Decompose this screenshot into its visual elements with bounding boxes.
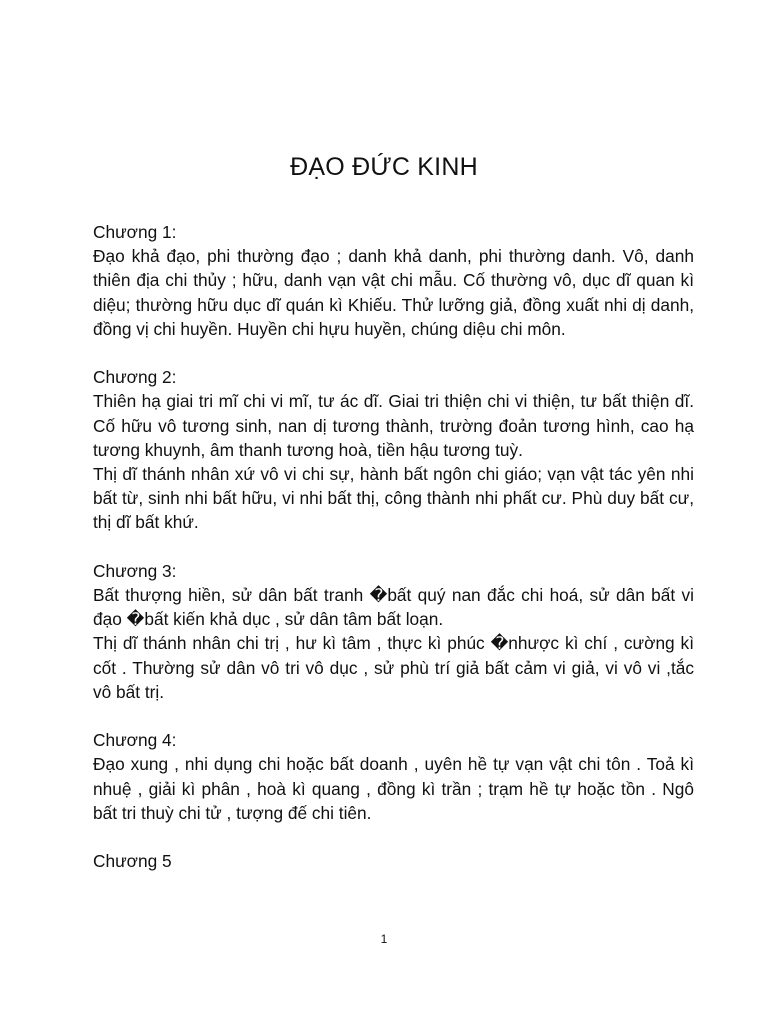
chapter-heading: Chương 1: [93, 222, 177, 242]
chapter-paragraph: Thị dĩ thánh nhân chi trị , hư kì tâm , thực kì phúc �nhược kì chí , cường kì cốt . Thường sử dân vô tri vô dục , sử phù trí giả bất cảm vi giả, vi vô vi ,tắc vô bất trị. [93, 633, 694, 702]
chapter-heading: Chương 3: [93, 560, 177, 581]
chapter-4 [93, 728, 694, 825]
chapter-paragraph: Thiên hạ giai tri mĩ chi vi mĩ, tư ác dĩ. Giai tri thiện chi vi thiện, tư bất thiện dĩ. Cố hữu vô tương sinh, nan dị tương thành, trường đoản tương hình, cao hạ tương khuynh, âm thanh tương hoà, tiền hậu tương tuỳ. [93, 391, 694, 460]
chapter-paragraph: Đạo khả đạo, phi thường đạo ; danh khả danh, phi thường danh. Vô, danh thiên địa chi thủy ; hữu, danh vạn vật chi mẫu. Cố thường vô, dục dĩ quan kì diệu; thường hữu dục dĩ quán kì Khiếu. Thử lưỡng giả, đồng xuất nhi dị danh, đồng vị chi huyền. Huyền chi hựu huyền, chúng diệu chi môn. [93, 246, 694, 339]
chapter-heading: Chương 4: [93, 730, 177, 751]
page-number: 1 [380, 932, 388, 946]
document-body [93, 220, 694, 898]
chapter-2 [93, 365, 694, 534]
chapter-heading: Chương 5 [93, 851, 172, 872]
chapter-3 [93, 559, 694, 704]
chapter-5 [93, 849, 694, 873]
chapter-1 [93, 220, 694, 341]
chapter-paragraph: Bất thượng hiền, sử dân bất tranh �bất quý nan đắc chi hoá, sử dân bất vi đạo �bất kiến khả dục , sử dân tâm bất loạn. [93, 585, 694, 630]
chapter-paragraph: Đạo xung , nhi dụng chi hoặc bất doanh , uyên hề tự vạn vật chi tôn . Toả kì nhuệ , giải kì phân , hoà kì quang , đồng kì trần ; trạm hề tự hoặc tồn . Ngô bất tri thuỳ chi tử , tượng đế chi tiên. [93, 754, 694, 823]
chapter-paragraph: Thị dĩ thánh nhân xứ vô vi chi sự, hành bất ngôn chi giáo; vạn vật tác yên nhi bất từ, sinh nhi bất hữu, vi nhi bất thị, công thành nhi phất cư. Phù duy bất cư, thị dĩ bất khứ. [93, 464, 694, 533]
document-title: ĐẠO ĐỨC KINH [290, 153, 478, 181]
chapter-heading: Chương 2: [93, 367, 177, 388]
